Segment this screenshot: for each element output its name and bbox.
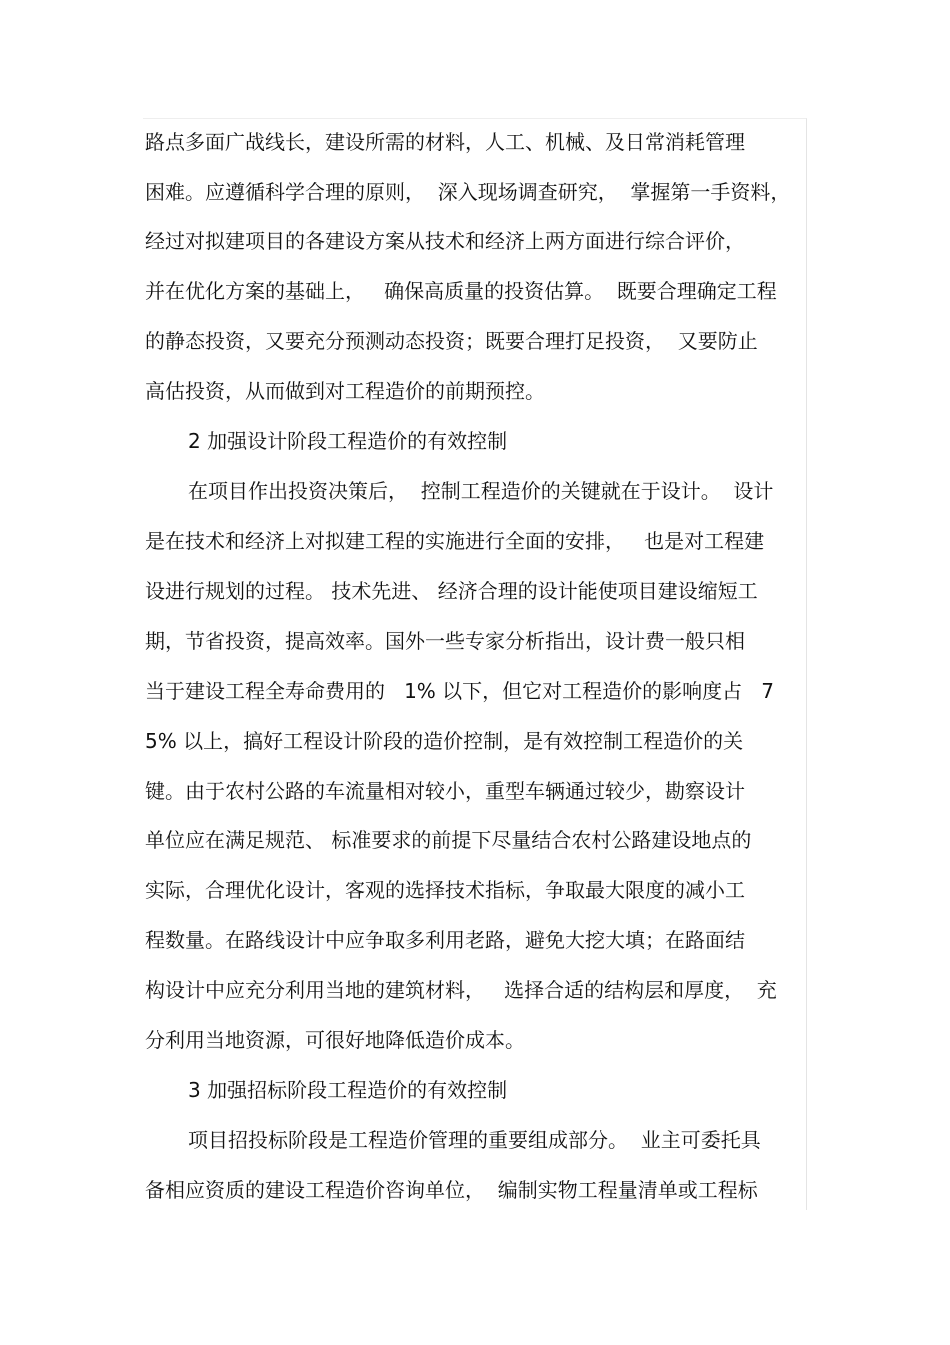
text-line: 期，节省投资，提高效率。国外一些专家分析指出，设计费一般只相	[145, 629, 745, 653]
section-heading: 2 加强设计阶段工程造价的有效控制	[188, 429, 508, 453]
text-line: 的静态投资，又要充分预测动态投资；既要合理打足投资， 又要防止	[145, 329, 758, 353]
text-line: 项目招投标阶段是工程造价管理的重要组成部分。 业主可委托具	[188, 1128, 761, 1152]
text-line: 困难。应遵循科学合理的原则， 深入现场调查研究， 掌握第一手资料，	[145, 180, 791, 204]
text-line: 当于建设工程全寿命费用的 1% 以下，但它对工程造价的影响度占 7	[145, 679, 774, 703]
text-line: 备相应资质的建设工程造价咨询单位， 编制实物工程量清单或工程标	[145, 1178, 758, 1202]
text-line: 是在技术和经济上对拟建工程的实施进行全面的安排， 也是对工程建	[145, 529, 765, 553]
text-line: 5% 以上，搞好工程设计阶段的造价控制，是有效控制工程造价的关	[145, 729, 744, 753]
text-line: 高估投资，从而做到对工程造价的前期预控。	[145, 379, 545, 403]
text-line: 路点多面广战线长，建设所需的材料，人工、机械、及日常消耗管理	[145, 130, 745, 154]
text-line: 构设计中应充分利用当地的建筑材料， 选择合适的结构层和厚度， 充	[145, 978, 777, 1002]
text-line: 实际，合理优化设计，客观的选择技术指标，争取最大限度的减小工	[145, 878, 745, 902]
text-line: 并在优化方案的基础上， 确保高质量的投资估算。 既要合理确定工程	[145, 279, 777, 303]
text-line: 键。由于农村公路的车流量相对较小，重型车辆通过较少，勘察设计	[145, 779, 745, 803]
text-line: 在项目作出投资决策后， 控制工程造价的关键就在于设计。 设计	[188, 479, 774, 503]
text-line: 经过对拟建项目的各建设方案从技术和经济上两方面进行综合评价，	[145, 229, 745, 253]
text-line: 设进行规划的过程。 技术先进、 经济合理的设计能使项目建设缩短工	[145, 579, 758, 603]
text-line: 程数量。在路线设计中应争取多利用老路，避免大挖大填；在路面结	[145, 928, 745, 952]
text-line: 单位应在满足规范、 标准要求的前提下尽量结合农村公路建设地点的	[145, 828, 752, 852]
text-line: 分利用当地资源，可很好地降低造价成本。	[145, 1028, 525, 1052]
section-heading: 3 加强招标阶段工程造价的有效控制	[188, 1078, 508, 1102]
